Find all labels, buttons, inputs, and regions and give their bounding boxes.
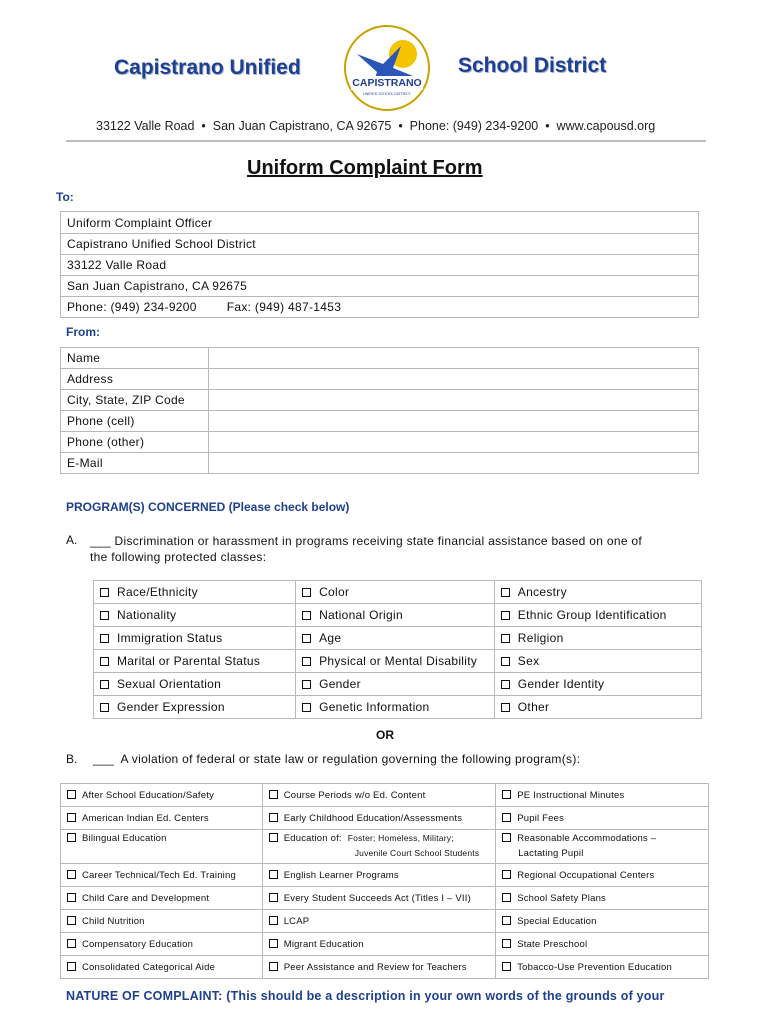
program-label: Child Nutrition [82, 915, 145, 927]
protected-class-label: Gender Expression [117, 700, 225, 714]
protected-classes-table [93, 580, 702, 719]
section-a-line-1: ___ Discrimination or harassment in programs receiving state financial assistance based on one of [90, 534, 643, 548]
address-input[interactable] [209, 369, 699, 390]
program-cell [61, 887, 263, 910]
program-cell [496, 887, 709, 910]
programs-table [60, 783, 709, 979]
checkbox[interactable] [100, 634, 109, 643]
program-label: Special Education [517, 915, 597, 927]
protected-class-cell [494, 696, 701, 719]
checkbox[interactable] [269, 813, 278, 822]
district-address-line [96, 119, 655, 133]
program-cell [61, 933, 263, 956]
program-label: Consolidated Categorical Aide [82, 961, 216, 973]
program-label: After School Education/Safety [82, 789, 215, 801]
protected-class-label: Color [319, 585, 350, 599]
checkbox[interactable] [100, 588, 109, 597]
checkbox[interactable] [501, 588, 510, 597]
address-city: San Juan Capistrano, CA 92675 [212, 119, 392, 133]
checkbox[interactable] [67, 893, 76, 902]
checkbox[interactable] [502, 813, 511, 822]
form-title: Uniform Complaint Form [247, 157, 483, 179]
phone-other-input[interactable] [209, 432, 699, 453]
from-field-label: Address [61, 369, 209, 390]
program-cell [262, 784, 495, 807]
protected-class-label: Religion [517, 631, 564, 645]
program-cell [61, 956, 263, 979]
programs-heading: PROGRAM(S) CONCERNED (Please check below) [66, 500, 350, 514]
program-cell [61, 830, 263, 864]
protected-class-cell [296, 627, 495, 650]
from-table [60, 347, 699, 474]
program-label: Peer Assistance and Review for Teachers [283, 961, 467, 973]
section-a-letter: A. [66, 533, 78, 547]
checkbox[interactable] [302, 703, 311, 712]
program-cell [496, 807, 709, 830]
protected-class-cell [94, 673, 296, 696]
checkbox[interactable] [501, 634, 510, 643]
checkbox[interactable] [100, 703, 109, 712]
program-label: Education of: [283, 833, 342, 844]
checkbox[interactable] [100, 611, 109, 620]
checkbox[interactable] [269, 790, 278, 799]
checkbox[interactable] [502, 939, 511, 948]
program-label: Tobacco-Use Prevention Education [517, 961, 672, 973]
protected-class-label: Race/Ethnicity [117, 585, 198, 599]
checkbox[interactable] [67, 916, 76, 925]
protected-class-cell [494, 627, 701, 650]
protected-class-label: Ancestry [517, 585, 567, 599]
program-cell [262, 933, 495, 956]
program-cell [496, 956, 709, 979]
program-cell [496, 784, 709, 807]
checkbox[interactable] [67, 962, 76, 971]
protected-class-label: Sexual Orientation [117, 677, 222, 691]
district-logo [343, 24, 431, 112]
education-of-detail: Juvenile Court School Students [354, 848, 480, 858]
to-phone: Phone: (949) 234-9200 [67, 300, 197, 314]
program-label: Bilingual Education [82, 833, 167, 844]
bullet: • [398, 119, 403, 133]
checkbox[interactable] [302, 680, 311, 689]
protected-class-label: Gender [319, 677, 361, 691]
protected-class-label: Immigration Status [117, 631, 223, 645]
program-label: American Indian Ed. Centers [82, 812, 209, 824]
from-field-label: Phone (cell) [61, 411, 209, 432]
bullet: • [545, 119, 550, 133]
nature-of-complaint: NATURE OF COMPLAINT: (This should be a description in your own words of the grounds of your [66, 989, 665, 1003]
protected-class-label: Sex [517, 654, 540, 668]
program-label: Early Childhood Education/Assessments [283, 812, 463, 824]
protected-class-cell [94, 696, 296, 719]
to-line: San Juan Capistrano, CA 92675 [61, 276, 699, 297]
protected-class-cell [494, 581, 701, 604]
from-field-label: E-Mail [61, 453, 209, 474]
program-label: Pupil Fees [517, 812, 565, 824]
from-label: From: [66, 325, 100, 339]
program-label: LCAP [283, 915, 310, 927]
program-label: Course Periods w/o Ed. Content [283, 789, 426, 801]
checkbox[interactable] [502, 893, 511, 902]
checkbox[interactable] [501, 657, 510, 666]
program-cell [262, 807, 495, 830]
program-cell [496, 830, 709, 864]
district-title-right: School District [458, 54, 607, 77]
logo-subtext: UNIFIED SCHOOL DISTRICT [363, 92, 411, 96]
header-divider [66, 140, 706, 142]
checkbox[interactable] [501, 680, 510, 689]
to-line: 33122 Valle Road [61, 255, 699, 276]
program-cell [61, 864, 263, 887]
protected-class-label: Other [517, 700, 550, 714]
protected-class-cell [296, 673, 495, 696]
program-cell [262, 887, 495, 910]
program-cell [496, 864, 709, 887]
checkbox[interactable] [269, 939, 278, 948]
address-website[interactable]: www.capousd.org [556, 119, 656, 133]
checkbox[interactable] [302, 611, 311, 620]
checkbox[interactable] [269, 893, 278, 902]
protected-class-cell [494, 650, 701, 673]
district-title-left: Capistrano Unified [114, 56, 301, 79]
program-label: Child Care and Development [82, 892, 210, 904]
protected-class-cell [296, 696, 495, 719]
section-b-letter: B. [66, 752, 78, 766]
to-label: To: [56, 190, 74, 204]
program-label: State Preschool [517, 938, 588, 950]
from-field-label: Phone (other) [61, 432, 209, 453]
program-label: Compensatory Education [82, 938, 194, 950]
protected-class-cell [296, 650, 495, 673]
program-cell [496, 910, 709, 933]
checkbox[interactable] [502, 916, 511, 925]
checkbox[interactable] [501, 703, 510, 712]
program-label: School Safety Plans [517, 892, 607, 904]
to-line: Capistrano Unified School District [61, 234, 699, 255]
protected-class-cell [94, 604, 296, 627]
phone-cell-input[interactable] [209, 411, 699, 432]
program-cell [61, 807, 263, 830]
program-label: Regional Occupational Centers [517, 869, 655, 881]
checkbox[interactable] [302, 588, 311, 597]
section-b-text: ___ A violation of federal or state law or regulation governing the following program(s): [93, 752, 581, 766]
checkbox[interactable] [269, 833, 278, 842]
program-label: PE Instructional Minutes [517, 789, 625, 801]
checkbox[interactable] [67, 790, 76, 799]
to-phone-fax [61, 297, 699, 318]
checkbox[interactable] [269, 870, 278, 879]
protected-class-label: Nationality [117, 608, 177, 622]
to-fax: Fax: (949) 487-1453 [226, 300, 342, 314]
protected-class-label: Marital or Parental Status [117, 654, 261, 668]
bullet: • [201, 119, 206, 133]
section-a-text [90, 533, 642, 565]
program-label: Every Student Succeeds Act (Titles I – VII) [283, 892, 471, 904]
protected-class-cell [296, 604, 495, 627]
protected-class-label: Age [319, 631, 342, 645]
program-label: Reasonable Accommodations – [517, 833, 657, 844]
checkbox[interactable] [269, 916, 278, 925]
program-cell [61, 910, 263, 933]
education-of-detail: Foster; Homeless, Military; [347, 833, 454, 843]
from-field-label: Name [61, 348, 209, 369]
checkbox[interactable] [302, 657, 311, 666]
program-label: English Learner Programs [283, 869, 399, 881]
protected-class-label: Genetic Information [319, 700, 430, 714]
from-field-label: City, State, ZIP Code [61, 390, 209, 411]
checkbox[interactable] [67, 833, 76, 842]
checkbox[interactable] [269, 962, 278, 971]
program-cell [262, 864, 495, 887]
logo-text: CAPISTRANO [352, 77, 422, 89]
protected-class-cell [94, 581, 296, 604]
checkbox[interactable] [67, 813, 76, 822]
program-label: Career Technical/Tech Ed. Training [82, 869, 236, 881]
program-cell [262, 956, 495, 979]
address-phone: Phone: (949) 234-9200 [409, 119, 539, 133]
checkbox[interactable] [100, 680, 109, 689]
protected-class-label: Physical or Mental Disability [319, 654, 478, 668]
protected-class-cell [494, 673, 701, 696]
protected-class-label: National Origin [319, 608, 403, 622]
to-table [60, 211, 699, 318]
checkbox[interactable] [100, 657, 109, 666]
program-label: Migrant Education [283, 938, 364, 950]
checkbox[interactable] [502, 962, 511, 971]
protected-class-cell [494, 604, 701, 627]
protected-class-cell [296, 581, 495, 604]
protected-class-cell [94, 627, 296, 650]
checkbox[interactable] [67, 939, 76, 948]
or-divider: OR [376, 728, 394, 742]
checkbox[interactable] [67, 870, 76, 879]
checkbox[interactable] [302, 634, 311, 643]
checkbox[interactable] [501, 611, 510, 620]
checkbox[interactable] [502, 870, 511, 879]
program-cell [61, 784, 263, 807]
section-a-line-2: the following protected classes: [90, 550, 267, 564]
email-input[interactable] [209, 453, 699, 474]
program-cell [262, 910, 495, 933]
protected-class-cell [94, 650, 296, 673]
program-cell [496, 933, 709, 956]
city-state-zip-input[interactable] [209, 390, 699, 411]
address-street: 33122 Valle Road [96, 119, 195, 133]
protected-class-label: Gender Identity [517, 677, 605, 691]
to-line: Uniform Complaint Officer [61, 212, 699, 234]
protected-class-label: Ethnic Group Identification [517, 608, 667, 622]
reasonable-accommodations-detail: Lactating Pupil [518, 848, 584, 859]
name-input[interactable] [209, 348, 699, 369]
checkbox[interactable] [502, 833, 511, 842]
checkbox[interactable] [502, 790, 511, 799]
program-cell [262, 830, 495, 864]
